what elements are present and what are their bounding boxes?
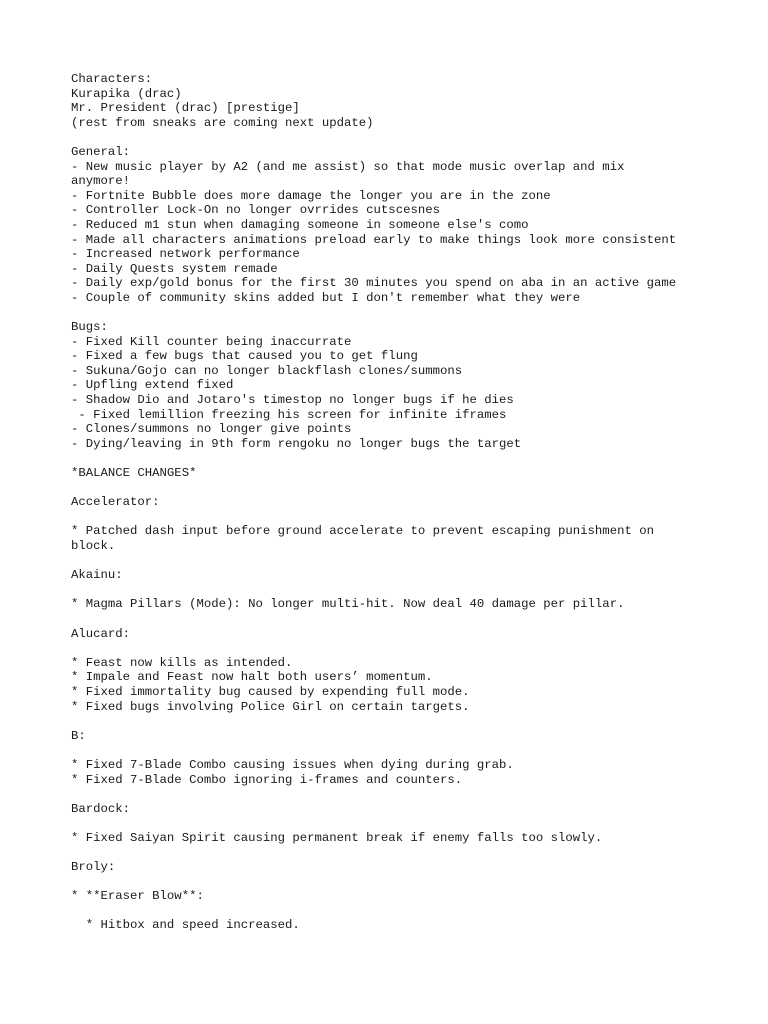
line-10: - Reduced m1 stun when damaging someone in someone else's como [71,217,529,232]
line-11: - Made all characters animations preload early to make things look more consistent [71,232,677,247]
line-43: * Fixed bugs involving Police Girl on certain targets. [71,699,470,714]
line-40: * Feast now kills as intended. [71,655,293,670]
line-56: * **Eraser Blow**: [71,889,204,904]
line-27: *BALANCE CHANGES* [71,466,197,481]
line-24: - Clones/summons no longer give points [71,422,352,437]
line-1: Kurapika (drac) [71,86,182,101]
line-21: - Upfling extend fixed [71,378,234,393]
line-31: * Patched dash input before ground accelerate to prevent escaping punishment on [71,524,654,539]
line-58: * Hitbox and speed increased. [71,918,300,933]
line-49 [71,787,751,802]
line-4 [71,130,751,145]
line-2: Mr. President (drac) [prestige] [71,101,300,116]
line-0: Characters: [71,72,153,86]
line-42: * Fixed immortality bug caused by expending full mode. [71,684,470,699]
line-23: - Fixed lemillion freezing his screen for infinite iframes [71,407,507,422]
line-35 [71,583,751,598]
line-54: Broly: [71,860,116,875]
line-55 [71,875,751,890]
line-7: anymore! [71,174,131,189]
line-3: (rest from sneaks are coming next update) [71,115,374,130]
line-17: Bugs: [71,320,108,335]
line-52: * Fixed Saiyan Spirit causing permanent break if enemy falls too slowly. [71,830,603,845]
line-29: Accelerator: [71,495,160,510]
line-39 [71,641,751,656]
line-57 [71,904,751,919]
line-36: * Magma Pillars (Mode): No longer multi-hit. Now deal 40 damage per pillar. [71,597,625,612]
line-22: - Shadow Dio and Jotaro's timestop no longer bugs if he dies [71,393,514,408]
line-19: - Fixed a few bugs that caused you to get flung [71,349,418,364]
line-25: - Dying/leaving in 9th form rengoku no longer bugs the target [71,436,522,451]
line-44 [71,714,751,729]
line-46 [71,743,751,758]
line-51 [71,816,751,831]
line-41: * Impale and Feast now halt both users’ momentum. [71,670,433,685]
line-28 [71,481,751,496]
line-5: General: [71,144,131,159]
line-30 [71,510,751,525]
line-48: * Fixed 7-Blade Combo ignoring i-frames and counters. [71,772,463,787]
line-47: * Fixed 7-Blade Combo causing issues when dying during grab. [71,757,514,772]
line-20: - Sukuna/Gojo can no longer blackflash clones/summons [71,363,463,378]
line-18: - Fixed Kill counter being inaccurrate [71,334,352,349]
line-13: - Daily Quests system remade [71,261,278,276]
line-15: - Couple of community skins added but I don't remember what they were [71,290,581,305]
line-53 [71,845,751,860]
line-34: Akainu: [71,568,123,583]
line-14: - Daily exp/gold bonus for the first 30 minutes you spend on aba in an active game [71,276,677,291]
line-26 [71,451,751,466]
line-6: - New music player by A2 (and me assist) so that mode music overlap and mix [71,159,625,174]
line-32: block. [71,539,116,553]
line-8: - Fortnite Bubble does more damage the longer you are in the zone [71,188,551,203]
line-33 [71,554,751,569]
line-12: - Increased network performance [71,247,300,262]
line-9: - Controller Lock-On no longer ovrrides cutscesnes [71,203,440,218]
line-45: B: [71,728,86,743]
line-38: Alucard: [71,626,131,641]
line-37 [71,612,751,627]
line-16 [71,306,751,321]
line-50: Bardock: [71,801,131,816]
document-page [71,72,751,933]
